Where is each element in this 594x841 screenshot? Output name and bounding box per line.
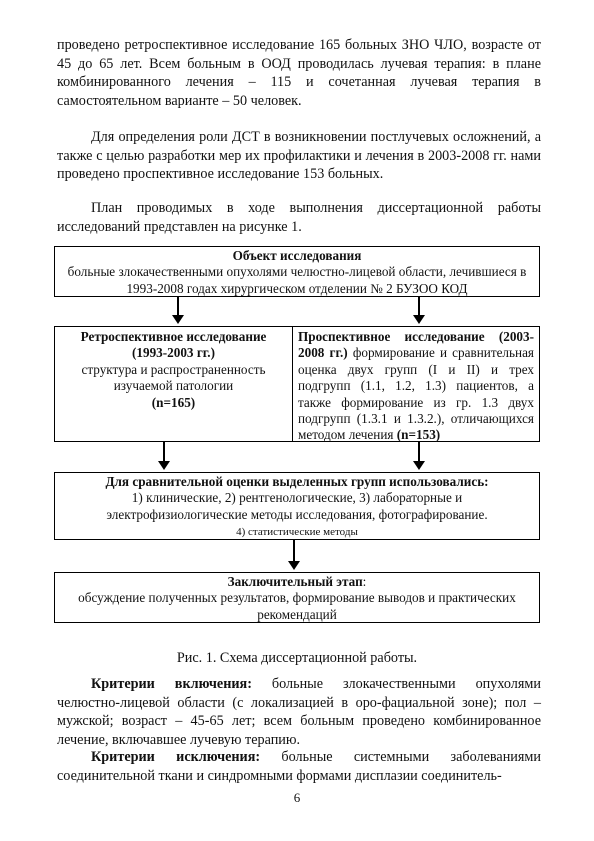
retrospective-title: Ретроспективное исследование (1993-2003 гг.) (80, 329, 267, 361)
exclusion-text: больные системными заболеваниями соединительной ткани и синдромными формами дисплазии соединитель- (57, 749, 541, 784)
paragraph-retrospective: проведено ретроспективное исследование 165 больных ЗНО ЧЛО, возрасте от 45 до 65 лет. Всем больным в ООД проводилась лучевая терапия: в плане комбинированного лечения – 115 и сочетанная лучевая терапия в самостоятельном варианте – 50 человек. (57, 37, 541, 109)
prospective-title: Проспективное исследование (2003-2008 гг.) (298, 329, 534, 361)
arrow-down-icon (288, 540, 300, 570)
final-stage-title: Заключительный этап (227, 574, 363, 589)
final-stage-text: обсуждение полученных результатов, формирование выводов и практических рекомендаций (78, 590, 516, 622)
object-title: Объект исследования (232, 248, 362, 263)
arrow-down-icon (172, 297, 184, 324)
inclusion-text: больные злокачественными опухолями челюстно-лицевой области (с локализацией в оро-фациальной зоне); пол – мужской; возраст – 45-65 лет; всем больным проведено комбинированное лечение, включавшее лучевую терапию. (57, 676, 541, 748)
paragraph-plan: План проводимых в ходе выполнения диссертационной работы исследований представлен на рисунке 1. (57, 200, 541, 235)
arrow-down-icon (158, 442, 170, 470)
object-text: больные злокачественными опухолями челюстно-лицевой области, лечившиеся в 1993-2008 годах хирургическом отделении № 2 БУЗОО КОД (67, 264, 527, 296)
object-box (54, 246, 540, 297)
figure-caption: Рис. 1. Схема диссертационной работы. (176, 650, 418, 666)
paragraph-exclusion-criteria (57, 748, 541, 785)
retrospective-text: структура и распространенность изучаемой патологии (81, 361, 266, 394)
final-stage-box (54, 572, 540, 623)
paragraph-prospective: Для определения роли ДСТ в возникновении постлучевых осложнений, а также с целью разработки мер их профилактики и лечения в 2003-2008 гг. нами проведено проспективное исследование 153 больных. (57, 129, 541, 182)
paragraph-inclusion-criteria (57, 675, 541, 749)
arrow-down-icon (413, 442, 425, 470)
page-number: 6 (293, 790, 301, 805)
final-stage-colon: : (362, 574, 367, 589)
arrow-down-icon (413, 297, 425, 324)
methods-text: 1) клинические, 2) рентгенологические, 3) лабораторные и электрофизиологические методы исследования, фотографирование. (106, 490, 488, 522)
prospective-text: формирование и сравнительная оценка двух групп (I и II) и трех подгрупп (1.1, 1.2, 1.3) пациентов, а также формирование из гр. 1.3 двух подгрупп (1.3.1 и 1.3.2.), отличающихся методом лечения (298, 345, 535, 443)
retrospective-count: (n=165) (151, 394, 196, 410)
exclusion-label: Критерии исключения: (91, 749, 261, 765)
methods-box (54, 472, 540, 540)
prospective-count: (n=153) (396, 427, 441, 443)
prospective-box (292, 326, 540, 442)
retrospective-box (54, 326, 293, 442)
methods-title: Для сравнительной оценки выделенных групп использовались: (105, 474, 489, 489)
inclusion-label: Критерии включения: (91, 676, 252, 692)
methods-text-statistics: 4) статистические методы (236, 526, 358, 539)
